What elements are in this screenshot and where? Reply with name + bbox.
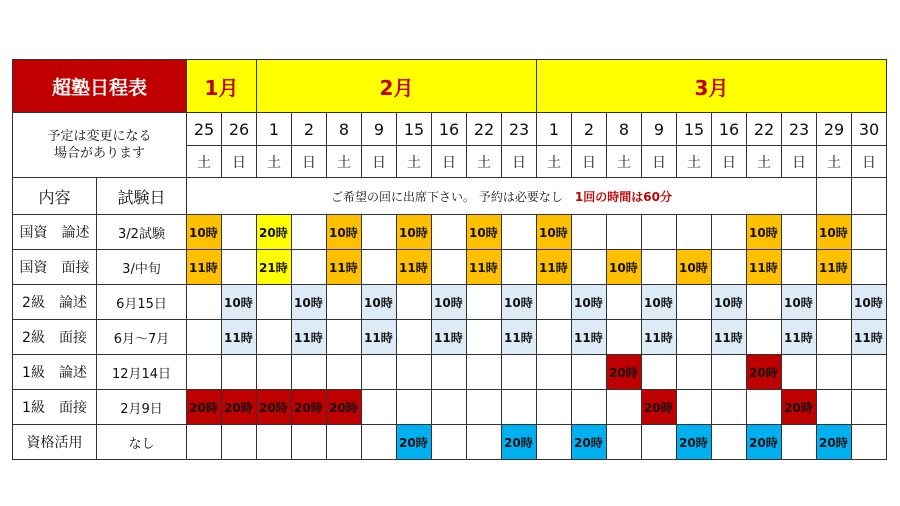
date-cell: 1 [537,113,572,146]
empty-slot [782,215,817,250]
empty-slot [467,285,502,320]
empty-slot [222,425,257,460]
date-cell: 23 [502,113,537,146]
empty-slot [572,215,607,250]
empty-slot [187,285,222,320]
session-slot: 10時 [187,215,222,250]
empty-slot [432,390,467,425]
session-slot: 11時 [362,320,397,355]
weekday-cell: 土 [397,146,432,178]
weekday-cell: 土 [537,146,572,178]
weekday-cell: 日 [362,146,397,178]
empty-slot [677,390,712,425]
table-row [13,355,887,390]
empty-slot [362,355,397,390]
empty-slot [782,355,817,390]
table-row [13,320,887,355]
session-slot: 10時 [782,285,817,320]
table-row [13,285,887,320]
date-cell: 9 [362,113,397,146]
date-cell: 29 [817,113,852,146]
session-slot: 20時 [607,355,642,390]
schedule-note [13,113,187,178]
session-slot: 20時 [572,425,607,460]
session-slot: 10時 [677,250,712,285]
empty-cell [852,178,887,215]
session-slot: 20時 [327,390,362,425]
date-cell: 1 [257,113,292,146]
course-label: 2級 論述 [13,285,97,320]
session-slot: 10時 [397,215,432,250]
table-row [13,390,887,425]
session-slot: 10時 [747,215,782,250]
exam-date: 3/2試験 [97,215,187,250]
date-cell: 2 [292,113,327,146]
session-slot: 11時 [747,250,782,285]
session-slot: 20時 [257,215,292,250]
notice-highlight: 1回の時間は60分 [574,189,672,204]
empty-slot [642,215,677,250]
session-slot: 10時 [537,215,572,250]
weekday-cell: 日 [222,146,257,178]
session-slot: 20時 [782,390,817,425]
empty-slot [362,390,397,425]
empty-slot [852,390,887,425]
weekday-cell: 土 [677,146,712,178]
empty-slot [572,355,607,390]
empty-slot [502,390,537,425]
date-cell: 2 [572,113,607,146]
empty-slot [537,355,572,390]
empty-slot [677,215,712,250]
empty-slot [712,215,747,250]
session-slot: 10時 [712,285,747,320]
empty-slot [327,425,362,460]
date-cell: 8 [607,113,642,146]
empty-slot [852,215,887,250]
table-row [13,215,887,250]
course-label: 国資 面接 [13,250,97,285]
empty-slot [852,355,887,390]
session-slot: 11時 [327,250,362,285]
empty-slot [817,355,852,390]
session-slot: 20時 [397,425,432,460]
weekday-cell: 日 [572,146,607,178]
empty-slot [467,425,502,460]
weekday-cell: 日 [852,146,887,178]
weekday-cell: 日 [712,146,747,178]
column-header-row [13,178,887,215]
empty-slot [467,320,502,355]
empty-slot [222,215,257,250]
empty-slot [572,250,607,285]
month-label: 3月 [537,60,887,113]
empty-slot [607,390,642,425]
session-slot: 11時 [222,320,257,355]
exam-date: 6月～7月 [97,320,187,355]
date-cell: 25 [187,113,222,146]
empty-slot [747,320,782,355]
empty-slot [712,250,747,285]
session-slot: 21時 [257,250,292,285]
session-slot: 11時 [292,320,327,355]
session-slot: 20時 [502,425,537,460]
empty-slot [502,355,537,390]
weekday-cell: 土 [747,146,782,178]
empty-slot [257,285,292,320]
empty-slot [397,390,432,425]
empty-slot [432,250,467,285]
empty-slot [817,285,852,320]
empty-slot [502,215,537,250]
empty-slot [257,320,292,355]
session-slot: 10時 [817,215,852,250]
session-slot: 11時 [852,320,887,355]
course-label: 2級 面接 [13,320,97,355]
empty-slot [607,320,642,355]
empty-slot [362,215,397,250]
session-slot: 10時 [572,285,607,320]
notice-cell [187,178,817,215]
empty-slot [642,355,677,390]
session-slot: 11時 [712,320,747,355]
date-cell: 15 [397,113,432,146]
empty-slot [712,425,747,460]
empty-slot [257,425,292,460]
weekday-cell: 日 [782,146,817,178]
course-label: 資格活用 [13,425,97,460]
session-slot: 10時 [642,285,677,320]
session-slot: 20時 [817,425,852,460]
empty-slot [222,250,257,285]
empty-slot [362,250,397,285]
schedule-table [12,59,887,460]
empty-slot [327,320,362,355]
empty-slot [362,425,397,460]
schedule-title: 超塾日程表 [13,60,187,113]
notice-text: ご希望の回に出席下さい。 予約は必要なし [331,189,563,204]
exam-date: 6月15日 [97,285,187,320]
empty-slot [327,355,362,390]
empty-slot [642,250,677,285]
weekday-cell: 土 [257,146,292,178]
empty-slot [292,425,327,460]
exam-date: 3/中旬 [97,250,187,285]
session-slot: 10時 [327,215,362,250]
weekday-cell: 土 [607,146,642,178]
empty-slot [677,320,712,355]
empty-slot [257,355,292,390]
weekday-cell: 土 [327,146,362,178]
empty-slot [677,355,712,390]
empty-slot [432,355,467,390]
empty-slot [397,320,432,355]
session-slot: 20時 [187,390,222,425]
empty-slot [467,355,502,390]
date-cell: 26 [222,113,257,146]
table-row [13,425,887,460]
session-slot: 20時 [292,390,327,425]
exam-date-header: 試験日 [97,178,187,215]
empty-slot [397,355,432,390]
exam-date: 2月9日 [97,390,187,425]
date-cell: 23 [782,113,817,146]
empty-slot [677,285,712,320]
empty-slot [782,425,817,460]
date-cell: 9 [642,113,677,146]
date-cell: 15 [677,113,712,146]
empty-slot [467,390,502,425]
session-slot: 10時 [362,285,397,320]
empty-slot [747,285,782,320]
empty-slot [187,320,222,355]
date-cell: 16 [432,113,467,146]
month-row [13,60,887,113]
exam-date: 12月14日 [97,355,187,390]
session-slot: 11時 [397,250,432,285]
weekday-cell: 土 [467,146,502,178]
empty-slot [397,285,432,320]
session-slot: 10時 [222,285,257,320]
session-slot: 11時 [817,250,852,285]
date-cell: 22 [747,113,782,146]
course-label: 1級 面接 [13,390,97,425]
empty-slot [537,425,572,460]
date-row [13,113,887,146]
empty-slot [852,425,887,460]
empty-slot [572,390,607,425]
table-row [13,250,887,285]
empty-slot [187,355,222,390]
session-slot: 20時 [222,390,257,425]
session-slot: 11時 [572,320,607,355]
session-slot: 10時 [502,285,537,320]
empty-slot [187,425,222,460]
empty-slot [817,390,852,425]
session-slot: 10時 [467,215,502,250]
date-cell: 22 [467,113,502,146]
empty-slot [292,355,327,390]
empty-slot [537,390,572,425]
session-slot: 10時 [607,250,642,285]
empty-slot [432,425,467,460]
empty-slot [327,285,362,320]
empty-cell [817,178,852,215]
note-line-1: 予定は変更になる [47,129,152,144]
month-label: 1月 [187,60,257,113]
session-slot: 10時 [852,285,887,320]
month-label: 2月 [257,60,537,113]
empty-slot [537,320,572,355]
empty-slot [747,390,782,425]
weekday-cell: 日 [642,146,677,178]
weekday-cell: 土 [817,146,852,178]
course-label: 1級 論述 [13,355,97,390]
empty-slot [607,215,642,250]
session-slot: 20時 [642,390,677,425]
content-header: 内容 [13,178,97,215]
date-cell: 30 [852,113,887,146]
weekday-cell: 土 [187,146,222,178]
weekday-cell: 日 [502,146,537,178]
empty-slot [292,215,327,250]
session-slot: 11時 [432,320,467,355]
empty-slot [782,250,817,285]
date-cell: 8 [327,113,362,146]
weekday-cell: 日 [292,146,327,178]
session-slot: 11時 [782,320,817,355]
empty-slot [292,250,327,285]
session-slot: 11時 [537,250,572,285]
exam-date: なし [97,425,187,460]
session-slot: 20時 [747,425,782,460]
session-slot: 10時 [292,285,327,320]
empty-slot [537,285,572,320]
course-label: 国資 論述 [13,215,97,250]
empty-slot [607,285,642,320]
note-line-2: 場合があります [53,146,145,161]
empty-slot [502,250,537,285]
empty-slot [222,355,257,390]
session-slot: 11時 [467,250,502,285]
session-slot: 11時 [642,320,677,355]
session-slot: 20時 [677,425,712,460]
empty-slot [607,425,642,460]
date-cell: 16 [712,113,747,146]
session-slot: 10時 [432,285,467,320]
empty-slot [432,215,467,250]
session-slot: 11時 [502,320,537,355]
empty-slot [642,425,677,460]
empty-slot [712,355,747,390]
session-slot: 20時 [747,355,782,390]
empty-slot [817,320,852,355]
weekday-cell: 日 [432,146,467,178]
session-slot: 20時 [257,390,292,425]
session-slot: 11時 [187,250,222,285]
empty-slot [852,250,887,285]
empty-slot [712,390,747,425]
